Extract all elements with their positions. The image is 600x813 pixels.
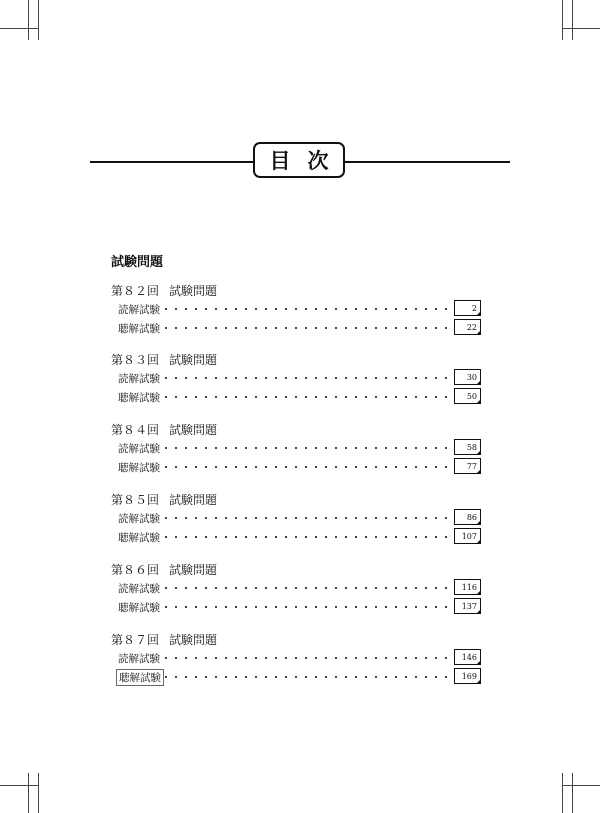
entry-label: 読解試験 <box>118 513 160 525</box>
page-number-box: 137 <box>454 598 481 614</box>
entry-label: 聴解試験 <box>118 323 160 335</box>
group-title <box>111 281 481 299</box>
crop-mark <box>562 773 563 813</box>
group-title <box>111 350 481 368</box>
toc-entry[interactable] <box>111 300 481 318</box>
toc-entry[interactable] <box>111 579 481 597</box>
crop-mark <box>28 0 29 40</box>
group-number: 第８２回 <box>111 283 160 298</box>
entry-label: 読解試験 <box>118 443 160 455</box>
toc-group-82 <box>111 281 481 337</box>
group-subtitle: 試験問題 <box>169 562 218 577</box>
entry-label: 読解試験 <box>118 583 160 595</box>
dot-leader <box>161 377 448 379</box>
toc-group-86 <box>111 560 481 616</box>
crop-mark <box>0 785 38 786</box>
toc-group-84 <box>111 420 481 476</box>
toc-entry[interactable] <box>111 668 481 686</box>
dot-leader <box>161 327 448 329</box>
crop-mark <box>562 0 563 40</box>
dot-leader <box>161 676 448 678</box>
group-number: 第８６回 <box>111 562 160 577</box>
crop-mark <box>28 773 29 813</box>
crop-mark <box>38 773 39 813</box>
group-subtitle: 試験問題 <box>169 632 218 647</box>
group-subtitle: 試験問題 <box>169 352 218 367</box>
page-number-box: 146 <box>454 649 481 665</box>
page-number-box: 2 <box>454 300 481 316</box>
entry-label: 聴解試験 <box>118 602 160 614</box>
group-number: 第８４回 <box>111 422 160 437</box>
page-title: 目次 <box>269 149 346 173</box>
entry-label: 聴解試験 <box>118 392 160 404</box>
toc-entry[interactable] <box>111 319 481 337</box>
group-title <box>111 560 481 578</box>
page-number-box: 77 <box>454 458 481 474</box>
page-number-box: 169 <box>454 668 481 684</box>
group-title <box>111 490 481 508</box>
page-number-box: 86 <box>454 509 481 525</box>
group-subtitle: 試験問題 <box>169 283 218 298</box>
group-title <box>111 420 481 438</box>
toc-entry[interactable] <box>111 388 481 406</box>
title-box <box>253 142 345 178</box>
crop-mark <box>0 28 38 29</box>
dot-leader <box>161 308 448 310</box>
dot-leader <box>161 606 448 608</box>
crop-mark <box>38 0 39 40</box>
toc-entry[interactable] <box>111 458 481 476</box>
toc-entry[interactable] <box>111 369 481 387</box>
entry-label: 読解試験 <box>118 653 160 665</box>
dot-leader <box>161 447 448 449</box>
page-number-box: 30 <box>454 369 481 385</box>
title-rule-left <box>90 161 255 163</box>
entry-label: 読解試験 <box>118 373 160 385</box>
group-title <box>111 630 481 648</box>
title-rule-right <box>343 161 510 163</box>
crop-mark <box>572 0 573 40</box>
group-number: 第８３回 <box>111 352 160 367</box>
dot-leader <box>161 536 448 538</box>
page-number-box: 58 <box>454 439 481 455</box>
section-heading: 試験問題 <box>111 255 164 270</box>
toc-entry[interactable] <box>111 528 481 546</box>
group-subtitle: 試験問題 <box>169 422 218 437</box>
crop-mark <box>572 773 573 813</box>
dot-leader <box>161 587 448 589</box>
toc-entry[interactable] <box>111 439 481 457</box>
page-number-box: 107 <box>454 528 481 544</box>
toc-entry[interactable] <box>111 509 481 527</box>
dot-leader <box>161 517 448 519</box>
crop-mark <box>562 785 600 786</box>
page-number-box: 50 <box>454 388 481 404</box>
dot-leader <box>161 466 448 468</box>
crop-mark <box>562 28 600 29</box>
entry-label: 聴解試験 <box>118 462 160 474</box>
entry-label: 聴解試験 <box>116 669 164 686</box>
toc-group-83 <box>111 350 481 406</box>
entry-label: 読解試験 <box>118 304 160 316</box>
page-number-box: 22 <box>454 319 481 335</box>
dot-leader <box>161 396 448 398</box>
toc-group-85 <box>111 490 481 546</box>
toc-entry[interactable] <box>111 649 481 667</box>
page-number-box: 116 <box>454 579 481 595</box>
group-subtitle: 試験問題 <box>169 492 218 507</box>
toc-group-87 <box>111 630 481 686</box>
dot-leader <box>161 657 448 659</box>
toc-entry[interactable] <box>111 598 481 616</box>
entry-label: 聴解試験 <box>118 532 160 544</box>
group-number: 第８５回 <box>111 492 160 507</box>
group-number: 第８７回 <box>111 632 160 647</box>
